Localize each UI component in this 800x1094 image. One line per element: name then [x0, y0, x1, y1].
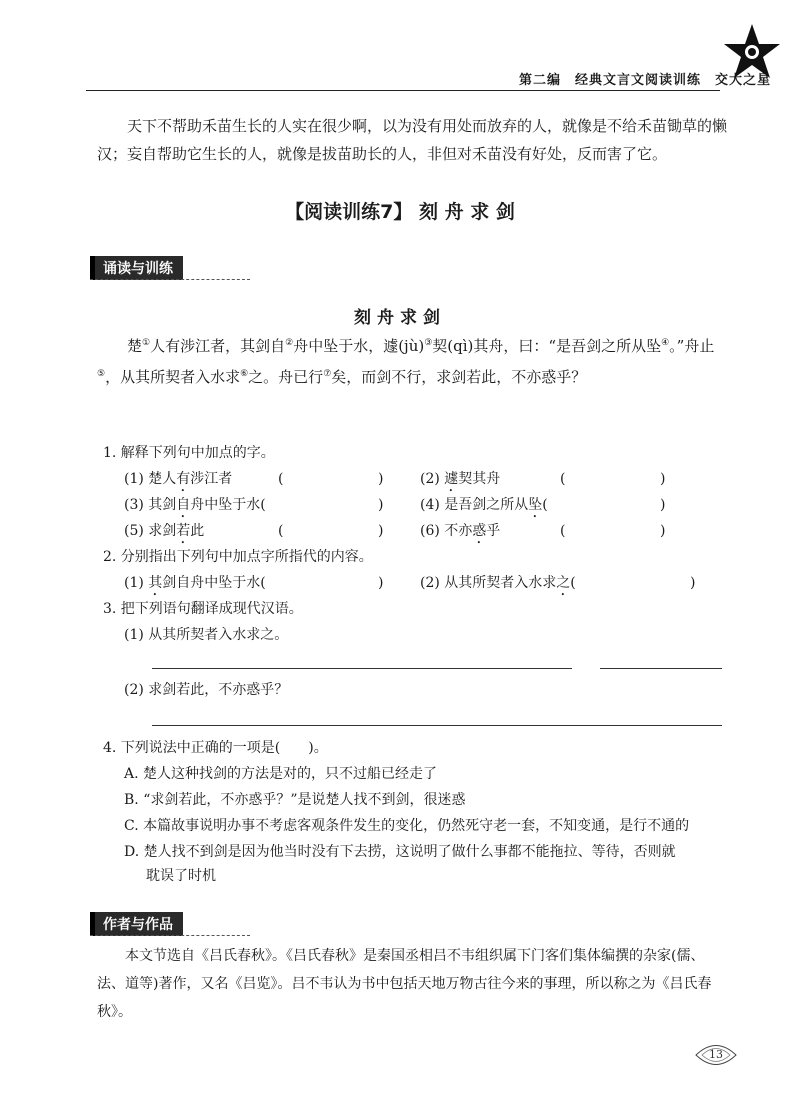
- story-text: 楚①人有涉江者，其剑自②舟中坠于水，遽(jù)③契(qì)其舟，曰：“是吾剑之所从坠④。”舟止⑤，从其所契者入水求⑥之。舟已行⑦矣，而剑不行，求剑若此，不亦惑乎？: [97, 337, 715, 386]
- answer-line[interactable]: [152, 725, 722, 726]
- intro-paragraph: 天下不帮助禾苗生长的人实在很少啊，以为没有用处而放弃的人，就像是不给禾苗锄草的懒汉；妄自帮助它生长的人，就像是拔苗助长的人，非但对禾苗没有好处，反而害了它。: [97, 117, 728, 163]
- page-number: 13: [709, 1048, 723, 1061]
- question-3-stem: 3. 把下列语句翻译成现代汉语。: [103, 601, 303, 617]
- q3-item-1: (1) 从其所契者入水求之。: [124, 627, 289, 643]
- q1-item-6-bracket-open: (: [560, 523, 566, 539]
- q2-item-2-bracket-close: ): [690, 575, 696, 591]
- q2-item-1: (1) 其剑自舟中坠于水(: [124, 575, 266, 591]
- q4-option-d-continued: 耽误了时机: [146, 868, 216, 884]
- q2-item-2: (2) 从其所契者入水求之(: [420, 575, 576, 591]
- q1-item-5-bracket-close: ): [378, 523, 384, 539]
- story-title: 刻舟求剑: [354, 308, 446, 328]
- section-label-author: 作者与作品: [90, 912, 183, 936]
- q1-item-3-bracket-close: ): [378, 497, 384, 513]
- answer-line[interactable]: [152, 668, 572, 669]
- section-reading: [90, 256, 183, 280]
- q1-item-1: (1) 楚人有涉江者: [124, 471, 233, 487]
- q1-item-3: (3) 其剑自舟中坠于水(: [124, 497, 266, 513]
- q4-option-d: D. 楚人找不到剑是因为他当时没有下去捞，这说明了做什么事都不能拖拉、等待，否则就: [124, 844, 676, 860]
- q1-item-2: (2) 遽契其舟: [420, 471, 501, 487]
- q1-item-5-bracket-open: (: [278, 523, 284, 539]
- q1-item-6-bracket-close: ): [660, 523, 666, 539]
- section-author: [90, 912, 183, 936]
- q1-item-4-bracket-close: ): [660, 497, 666, 513]
- q1-item-2-bracket-open: (: [560, 471, 566, 487]
- question-1-stem: 1. 解释下列句中加点的字。: [103, 445, 275, 461]
- q4-option-a: A. 楚人这种找剑的方法是对的，只不过船已经走了: [124, 766, 438, 782]
- q1-item-4: (4) 是吾剑之所从坠(: [420, 497, 548, 513]
- question-2-stem: 2. 分别指出下列句中加点字所指代的内容。: [103, 549, 373, 565]
- running-header: 第二编 经典文言文阅读训练 交大之星: [519, 73, 772, 88]
- q4-option-c: C. 本篇故事说明办事不考虑客观条件发生的变化，仍然死守老一套，不知变通，是行不通的: [124, 818, 690, 834]
- header-divider: [86, 90, 720, 91]
- q2-item-1-bracket-close: ): [378, 575, 384, 591]
- q1-item-2-bracket-close: ): [660, 471, 666, 487]
- section-rule: [90, 935, 250, 936]
- q1-item-1-bracket-close: ): [378, 471, 384, 487]
- q4-option-b: B. “求剑若此，不亦惑乎？”是说楚人找不到剑，很迷惑: [124, 792, 466, 808]
- q3-item-2: (2) 求剑若此，不亦惑乎？: [124, 682, 289, 698]
- q1-item-6: (6) 不亦惑乎: [420, 523, 501, 539]
- q1-item-5: (5) 求剑若此: [124, 523, 205, 539]
- star-icon: [722, 22, 782, 82]
- training-title: 【阅读训练7】 刻 舟 求 剑: [285, 201, 515, 223]
- answer-line[interactable]: [600, 668, 722, 669]
- section-label-reading: 诵读与训练: [90, 256, 183, 280]
- question-4-stem: 4. 下列说法中正确的一项是( )。: [103, 740, 328, 756]
- section-rule: [90, 279, 250, 280]
- q1-item-1-bracket-open: (: [278, 471, 284, 487]
- author-paragraph: 本文节选自《吕氏春秋》。《吕氏春秋》是秦国丞相吕不韦组织属下门客们集体编撰的杂家(儒、法、道等)著作，又名《吕览》。吕不韦认为书中包括天地万物古往今来的事理，所以称之为《吕氏春秋》。: [97, 948, 712, 1020]
